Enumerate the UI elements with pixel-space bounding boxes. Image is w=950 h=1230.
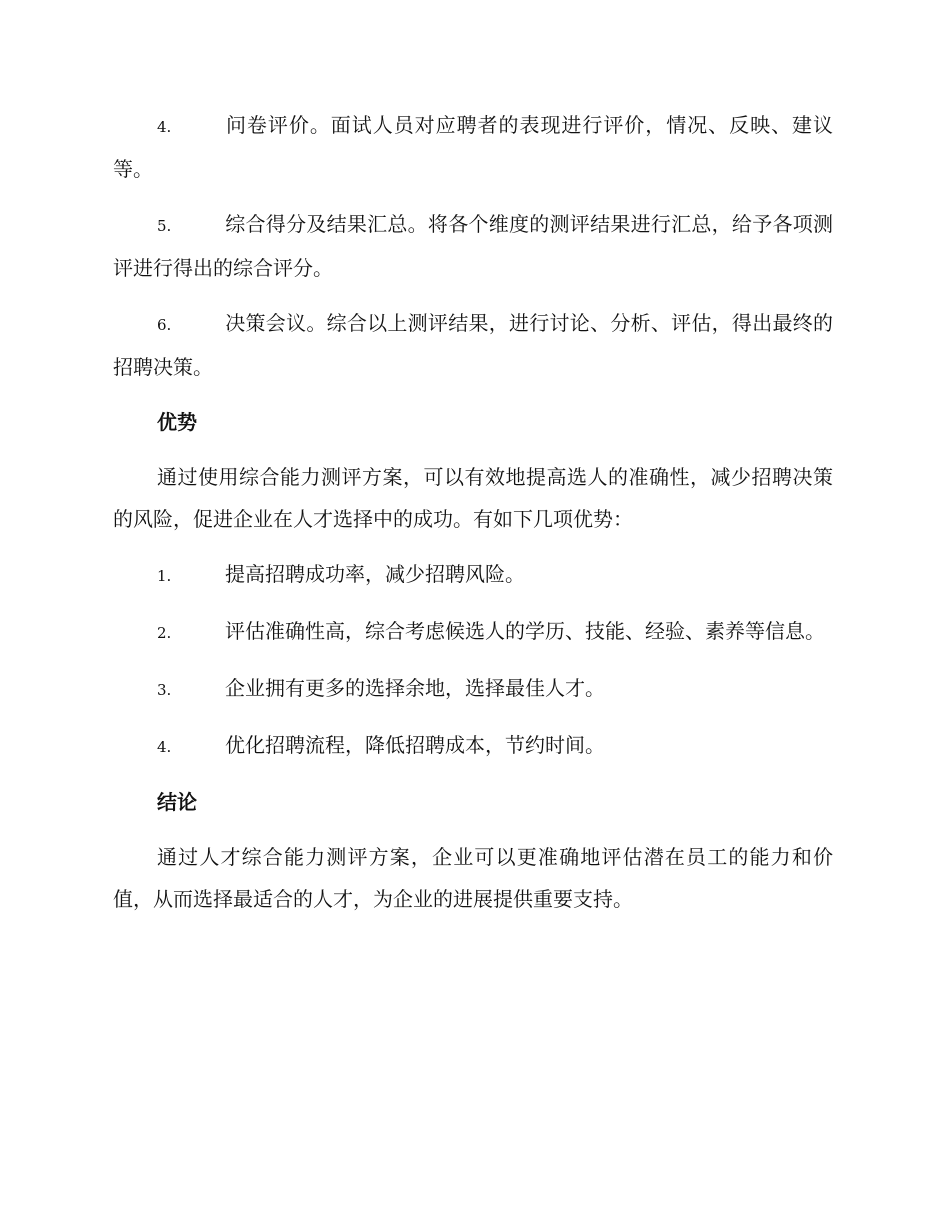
list-number: 6.: [157, 316, 172, 334]
list-item: [113, 104, 833, 190]
list-item: [113, 553, 833, 597]
list-item: [113, 610, 833, 654]
list-text: 决策会议。综合以上测评结果，进行讨论、分析、评估，得出最终的招聘决策。: [113, 311, 833, 379]
list-text: 问卷评价。面试人员对应聘者的表现进行评价，情况、反映、建议等。: [113, 113, 833, 181]
list-text: 评估准确性高，综合考虑候选人的学历、技能、经验、素养等信息。: [225, 619, 825, 643]
list-text: 综合得分及结果汇总。将各个维度的测评结果进行汇总，给予各项测评进行得出的综合评分。: [113, 212, 833, 280]
document-page: [113, 104, 833, 933]
list-item: [113, 667, 833, 711]
section-heading-conclusion: 结论: [157, 790, 197, 814]
list-text: 优化招聘流程，降低招聘成本，节约时间。: [225, 733, 605, 757]
list-number: 1.: [157, 567, 172, 585]
list-number: 5.: [157, 217, 172, 235]
section-heading-advantages: 优势: [157, 410, 197, 434]
conclusion-paragraph: 通过人才综合能力测评方案，企业可以更准确地评估潜在员工的能力和价值，从而选择最适合的人才，为企业的进展提供重要支持。: [113, 845, 833, 911]
list-number: 4.: [157, 118, 172, 136]
list-number: 3.: [157, 681, 172, 699]
list-number: 2.: [157, 624, 172, 642]
list-text: 企业拥有更多的选择余地，选择最佳人才。: [225, 676, 605, 700]
list-item: [113, 203, 833, 289]
list-text: 提高招聘成功率，减少招聘风险。: [225, 562, 525, 586]
list-item: [113, 724, 833, 768]
list-item: [113, 302, 833, 388]
list-number: 4.: [157, 738, 172, 756]
advantages-intro-paragraph: 通过使用综合能力测评方案，可以有效地提高选人的准确性，减少招聘决策的风险，促进企业在人才选择中的成功。有如下几项优势：: [113, 465, 833, 531]
